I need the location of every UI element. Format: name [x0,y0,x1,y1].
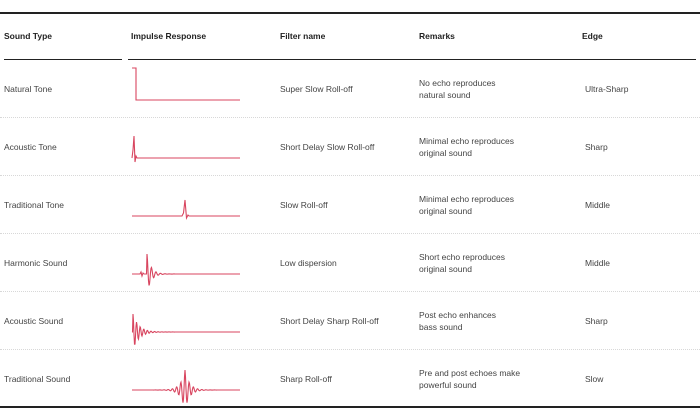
remarks-cell: Minimal echo reproduces original sound [419,136,514,158]
filter-name-cell: Short Delay Sharp Roll-off [280,316,379,326]
impulse-response-graph [128,180,244,230]
header-edge-label: Edge [582,31,603,41]
impulse-response-graph [128,354,244,404]
header-sound-type [4,12,52,60]
edge-cell: Middle [585,200,611,210]
remarks-cell: No echo reproduces natural sound [419,78,496,100]
impulse-waveform [132,314,240,344]
impulse-response-graph [128,122,244,172]
table-row [0,60,700,118]
edge-cell: Sharp [585,316,608,326]
header-sound-type-label: Sound Type [4,31,53,41]
impulse-response-cell [128,234,244,292]
edge-cell: Middle [585,258,611,268]
remarks-cell: Minimal echo reproduces original sound [419,194,514,216]
table-row [0,118,700,176]
filter-name-cell: Slow Roll-off [280,200,328,210]
table-row [0,350,700,408]
edge-cell: Sharp [585,142,608,152]
sound-type-cell: Acoustic Sound [4,316,64,326]
header-filter-name-label: Filter name [280,31,326,41]
table-row [0,234,700,292]
filter-name-cell: Super Slow Roll-off [280,84,353,94]
header-remarks-label: Remarks [419,31,455,41]
sound-type-cell: Acoustic Tone [4,142,57,152]
edge-cell: Ultra-Sharp [585,84,629,94]
impulse-response-cell [128,176,244,234]
header-remarks [419,12,455,60]
table-bottom-rule [0,406,700,408]
impulse-response-cell [128,350,244,408]
table-row [0,292,700,350]
remarks-cell: Pre and post echoes make powerful sound [419,368,521,390]
impulse-response-cell [128,60,244,118]
impulse-waveform [132,68,240,100]
impulse-waveform [132,370,240,403]
header-edge [582,12,603,60]
edge-cell: Slow [585,374,604,384]
header-filter-name [280,12,325,60]
impulse-response-graph [128,238,244,288]
filter-name-cell: Short Delay Slow Roll-off [280,142,375,152]
impulse-waveform [132,200,240,218]
header-impulse-response-label: Impulse Response [131,31,207,41]
impulse-response-graph [128,64,244,114]
remarks-cell: Post echo enhances bass sound [419,310,497,332]
impulse-waveform [132,136,240,162]
sound-type-cell: Natural Tone [4,84,53,94]
impulse-response-cell [128,118,244,176]
table-header [0,12,700,60]
table-row [0,176,700,234]
sound-type-cell: Traditional Tone [4,200,65,210]
impulse-waveform [132,254,240,285]
sound-type-cell: Harmonic Sound [4,258,68,268]
header-impulse-response [131,12,206,60]
sound-type-cell: Traditional Sound [4,374,71,384]
remarks-cell: Short echo reproduces original sound [419,252,505,274]
filter-name-cell: Low dispersion [280,258,337,268]
impulse-response-cell [128,292,244,350]
filter-name-cell: Sharp Roll-off [280,374,332,384]
impulse-response-graph [128,296,244,346]
